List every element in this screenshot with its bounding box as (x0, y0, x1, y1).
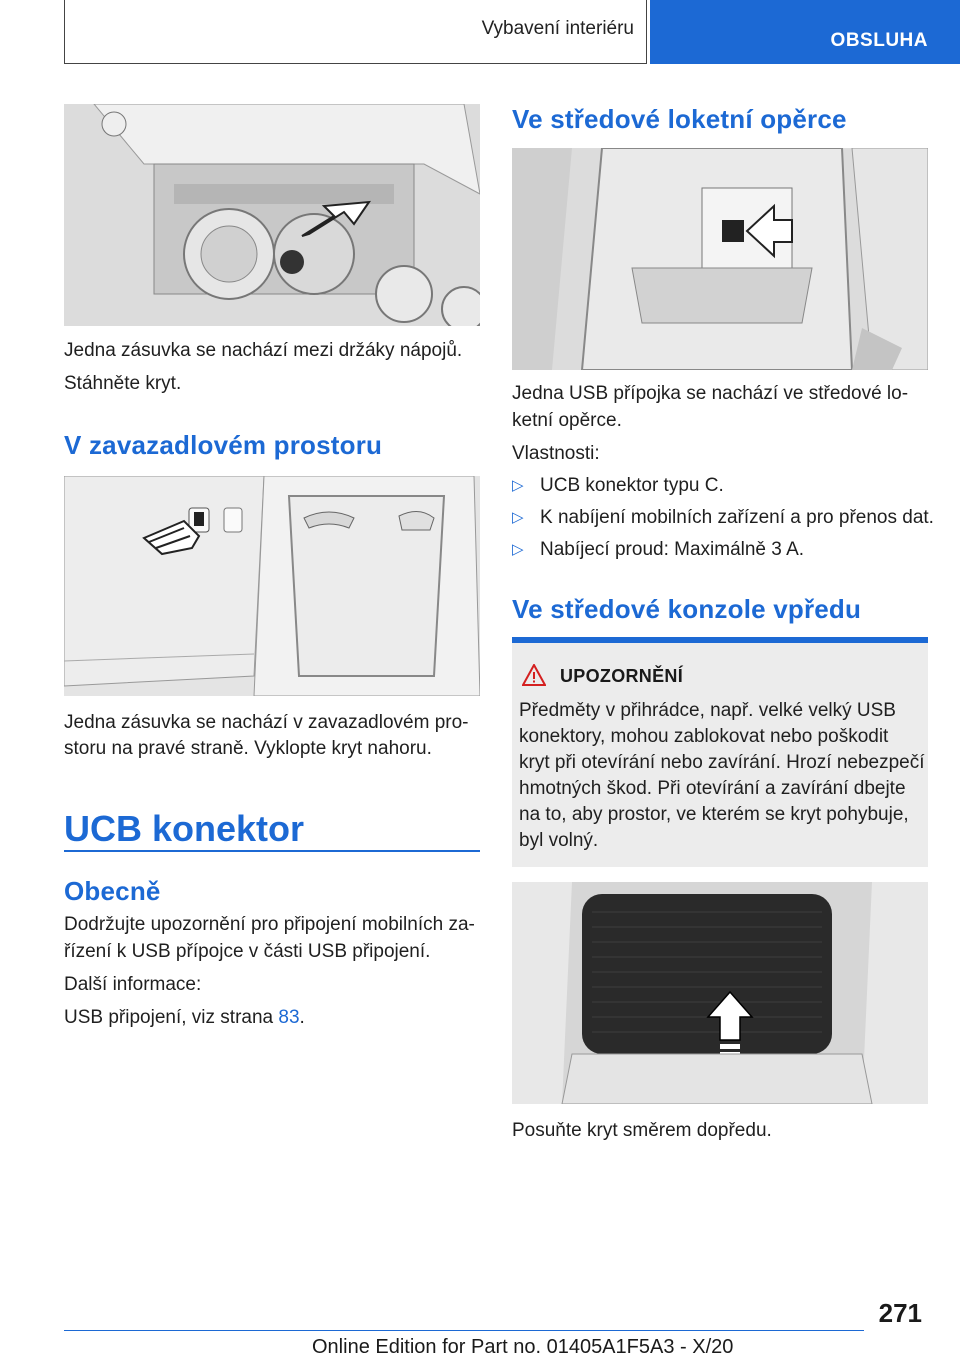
warning-line: na to, aby prostor, ve kterém se kryt pohybuje, (519, 804, 909, 825)
footer-edition: Online Edition for Part no. 01405A1F5A3 - X/20 (312, 1336, 734, 1358)
page-number: 271 (878, 1298, 922, 1328)
warning-triangle-icon (522, 664, 546, 691)
usb-reference-text: USB připojení, viz strana (64, 1007, 279, 1028)
heading-trunk: V zavazadlovém prostoru (64, 430, 383, 460)
image-console-cover (512, 882, 928, 1104)
bullet-marker-icon: ▷ (512, 509, 524, 526)
header-chapter-title: OBSLUHA (830, 30, 928, 51)
usb-reference-end: . (299, 1007, 305, 1028)
footer-rule (64, 1330, 864, 1331)
warning-line: Předměty v přihrádce, např. velké velký USB (519, 700, 896, 721)
general-text-line1: Dodržujte upozornění pro připojení mobilních za- (64, 914, 475, 935)
caption-slide-cover: Posuňte kryt směrem dopředu. (512, 1120, 772, 1141)
properties-label: Vlastnosti: (512, 443, 600, 464)
property-text: UCB konektor typu C. (540, 475, 724, 496)
general-text-line2: řízení k USB přípojce v části USB připojení. (64, 941, 431, 962)
warning-line: byl volný. (519, 830, 599, 851)
heading-front-console: Ve středové konzole vpředu (512, 594, 862, 624)
property-text: K nabíjení mobilních zařízení a pro přenos dat. (540, 507, 934, 528)
trunk-text-line2: storu na pravé straně. Vyklopte kryt nahoru. (64, 738, 432, 759)
warning-top-bar (512, 637, 928, 643)
armrest-text-line1: Jedna USB přípojka se nachází ve středové lo- (512, 383, 909, 404)
header-chapter-tab (650, 0, 960, 64)
header-section-title: Vybavení interiéru (481, 18, 634, 39)
bullet-marker-icon: ▷ (512, 541, 524, 558)
caption-cupholder: Jedna zásuvka se nachází mezi držáky nápojů. (64, 340, 463, 361)
more-info-label: Další informace: (64, 974, 202, 995)
usb-reference (64, 1004, 305, 1032)
warning-line: hmotných škod. Při otevírání a zavírání dbejte (519, 778, 906, 799)
warning-title: UPOZORNĚNÍ (560, 666, 684, 686)
heading-armrest: Ve středové loketní opěrce (512, 104, 847, 134)
trunk-text-line1: Jedna zásuvka se nachází v zavazadlovém pro- (64, 712, 469, 733)
image-trunk-socket (64, 476, 480, 696)
property-text: Nabíjecí proud: Maximálně 3 A. (540, 539, 805, 560)
heading-general: Obecně (64, 876, 161, 906)
image-cupholder-socket (64, 104, 480, 326)
warning-line: konektory, mohou zablokovat nebo poškodit (519, 726, 889, 747)
header-section-box (64, 0, 647, 64)
image-armrest-usb (512, 148, 928, 370)
heading-underline (64, 850, 480, 852)
usb-reference-page-link[interactable]: 83 (278, 1007, 300, 1028)
warning-line: kryt při otevírání nebo zavírání. Hrozí nebezpečí (519, 752, 925, 773)
armrest-text-line2: ketní opěrce. (512, 410, 622, 431)
heading-ucb-connector: UCB konektor (64, 808, 305, 849)
caption-pull-cover: Stáhněte kryt. (64, 373, 182, 394)
bullet-marker-icon: ▷ (512, 477, 524, 494)
